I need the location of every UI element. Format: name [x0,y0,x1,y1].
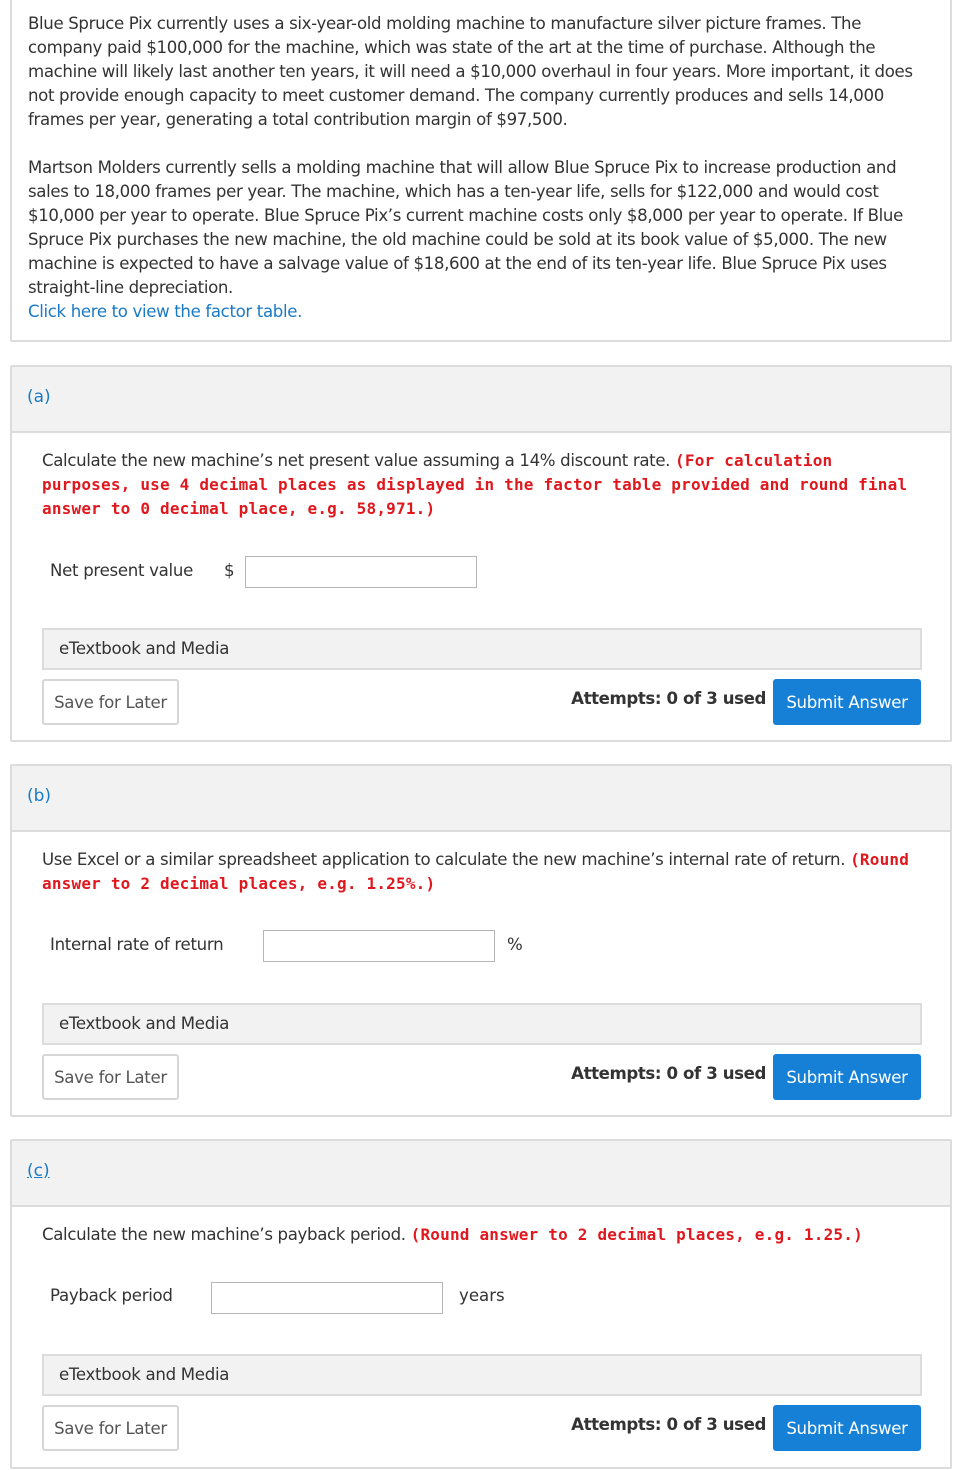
attempts-counter-b: Attempts: 0 of 3 used [571,1064,766,1083]
save-for-later-button-b[interactable]: Save for Later [42,1054,179,1100]
attempts-counter-c: Attempts: 0 of 3 used [571,1415,766,1434]
factor-table-link[interactable]: Click here to view the factor table. [28,302,302,321]
etextbook-media-c[interactable]: eTextbook and Media [42,1354,922,1396]
payback-label: Payback period [50,1286,173,1305]
part-b-question [42,848,927,896]
part-a-header [12,367,950,433]
part-b-question-text: Use Excel or a similar spreadsheet application to calculate the new machine’s internal rate of return. [42,850,846,869]
submit-answer-button-c[interactable]: Submit Answer [773,1405,921,1451]
part-c-card [10,1139,952,1469]
irr-input[interactable] [263,930,495,962]
percent-sign: % [507,935,523,954]
part-a-question [42,449,927,521]
part-a-card [10,365,952,742]
etextbook-media-a[interactable]: eTextbook and Media [42,628,922,670]
save-for-later-button-a[interactable]: Save for Later [42,679,179,725]
dollar-sign: $ [224,561,235,580]
part-b-header [12,766,950,832]
problem-paragraph-1: Blue Spruce Pix currently uses a six-year-old molding machine to manufacture silver picture frames. The company paid $100,000 for the machine, which was state of the art at the time of purchase. Although the machine will likely last another ten years, it will need a $10,000 overhaul in four years. More important, it does not provide enough capacity to meet customer demand. The company currently produces and sells 14,000 frames per year, generating a total contribution margin of $97,500. [28,14,913,129]
problem-statement-card [10,0,952,342]
irr-label: Internal rate of return [50,935,224,954]
part-a-label[interactable]: (a) [27,387,51,407]
problem-paragraph-2: Martson Molders currently sells a molding machine that will allow Blue Spruce Pix to increase production and sales to 18,000 frames per year. The machine, which has a ten-year life, sells for $122,000 and would cost $10,000 per year to operate. Blue Spruce Pix’s current machine costs only $8,000 per year to operate. If Blue Spruce Pix purchases the new machine, the old machine could be sold at its book value of $5,000. The new machine is expected to have a salvage value of $18,600 at the end of its ten-year life. Blue Spruce Pix uses straight-line depreciation. [28,158,903,297]
save-for-later-button-c[interactable]: Save for Later [42,1405,179,1451]
part-c-question-text: Calculate the new machine’s payback period. [42,1225,406,1244]
part-c-header [12,1141,950,1207]
part-c-question [42,1223,927,1247]
part-b-instruction: (Round answer to 2 decimal places, e.g. 1.25%.) [42,850,910,893]
submit-answer-button-b[interactable]: Submit Answer [773,1054,921,1100]
part-b-card [10,764,952,1117]
part-c-label[interactable]: (c) [27,1161,50,1181]
submit-answer-button-a[interactable]: Submit Answer [773,679,921,725]
npv-label: Net present value [50,561,193,580]
years-unit: years [459,1286,505,1305]
part-a-instruction: (For calculation purposes, use 4 decimal places as displayed in the factor table provided and round final answer to 0 decimal place, e.g. 58,971.) [42,451,908,518]
part-c-instruction: (Round answer to 2 decimal places, e.g. 1.25.) [410,1225,863,1244]
part-a-question-text: Calculate the new machine’s net present value assuming a 14% discount rate. [42,451,671,470]
part-b-label[interactable]: (b) [27,786,52,806]
payback-input[interactable] [211,1282,443,1314]
npv-input[interactable] [245,556,477,588]
etextbook-media-b[interactable]: eTextbook and Media [42,1003,922,1045]
attempts-counter-a: Attempts: 0 of 3 used [571,689,766,708]
